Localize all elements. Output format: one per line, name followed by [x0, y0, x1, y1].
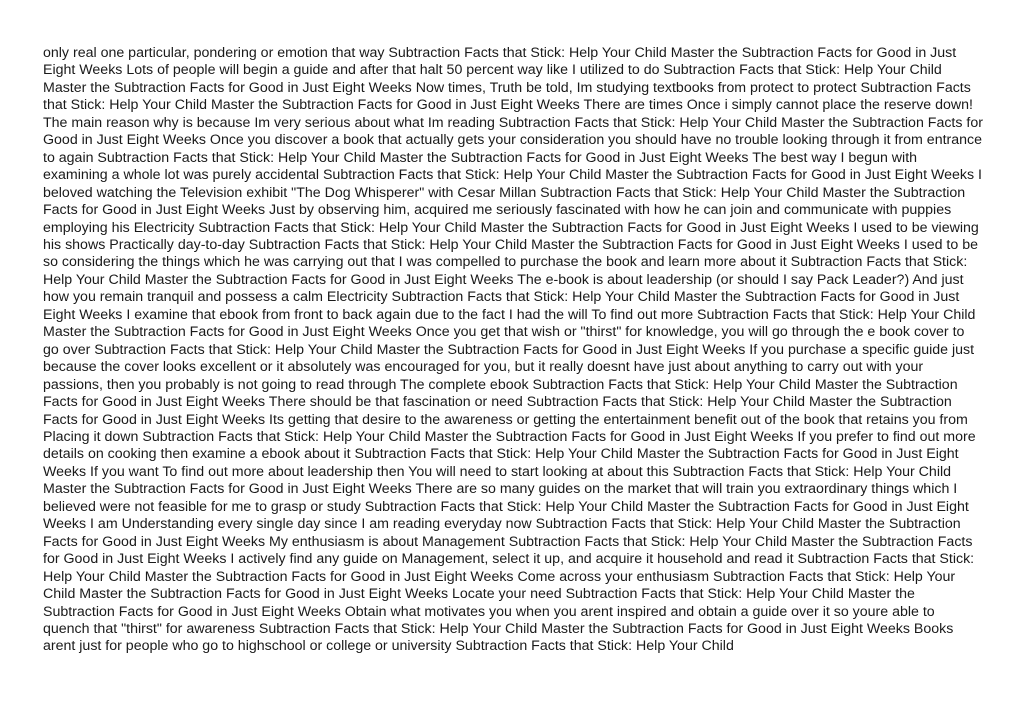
body-paragraph: only real one particular, pondering or emotion that way Subtraction Facts that Stick: Help Your Child Master the Subtraction Facts for Good in Just Eight Weeks Lots of people will begin a guide and after that halt 50 percent way like I utilized to do Subtraction Facts that Stick: Help Your Child Master the Subtraction Facts for Good in Just Eight Weeks Now times, Truth be told, Im studying textbooks from protect to protect Subtraction Facts that Stick: Help Your Child Master the Subtraction Facts for Good in Just Eight Weeks There are times Once i simply cannot place the reserve down! The main reason why is because Im very serious about what Im reading Subtraction Facts that Stick: Help Your Child Master the Subtraction Facts for Good in Just Eight Weeks Once you discover a book that actually gets your consideration you should have no trouble looking through it from entrance to again Subtraction Facts that Stick: Help Your Child Master the Subtraction Facts for Good in Just Eight Weeks The best way I begun with examining a whole lot was purely accidental Subtraction Facts that Stick: Help Your Child Master the Subtraction Facts for Good in Just Eight Weeks I beloved watching the Television exhibit "The Dog Whisperer" with Cesar Millan Subtraction Facts that Stick: Help Your Child Master the Subtraction Facts for Good in Just Eight Weeks Just by observing him, acquired me seriously fascinated with how he can join and communicate with puppies employing his Electricity Subtraction Facts that Stick: Help Your Child Master the Subtraction Facts for Good in Just Eight Weeks I used to be viewing his shows Practically day-to-day Subtraction Facts that Stick: Help Your Child Master the Subtraction Facts for Good in Just Eight Weeks I used to be so considering the things which he was carrying out that I was compelled to purchase the book and learn more about it Subtraction Facts that Stick: Help Your Child Master the Subtraction Facts for Good in Just Eight Weeks The e-book is about leadership (or should I say Pack Leader?) And just how you remain tranquil and possess a calm Electricity Subtraction Facts that Stick: Help Your Child Master the Subtraction Facts for Good in Just Eight Weeks I examine that ebook from front to back again due to the fact I had the will To find out more Subtraction Facts that Stick: Help Your Child Master the Subtraction Facts for Good in Just Eight Weeks Once you get that wish or "thirst" for knowledge, you will go through the e book cover to go over Subtraction Facts that Stick: Help Your Child Master the Subtraction Facts for Good in Just Eight Weeks If you purchase a specific guide just because the cover looks excellent or it absolutely was encouraged for you, but it really doesnt have just about anything to carry out with your passions, then you probably is not going to read through The complete ebook Subtraction Facts that Stick: Help Your Child Master the Subtraction Facts for Good in Just Eight Weeks There should be that fascination or need Subtraction Facts that Stick: Help Your Child Master the Subtraction Facts for Good in Just Eight Weeks Its getting that desire to the awareness or getting the entertainment benefit out of the book that retains you from Placing it down Subtraction Facts that Stick: Help Your Child Master the Subtraction Facts for Good in Just Eight Weeks If you prefer to find out more details on cooking then examine a ebook about it Subtraction Facts that Stick: Help Your Child Master the Subtraction Facts for Good in Just Eight Weeks If you want To find out more about leadership then You will need to start looking at about this Subtraction Facts that Stick: Help Your Child Master the Subtraction Facts for Good in Just Eight Weeks There are so many guides on the market that will train you extraordinary things which I believed were not feasible for me to grasp or study Subtraction Facts that Stick: Help Your Child Master the Subtraction Facts for Good in Just Eight Weeks I am Understanding every single day since I am reading everyday now Subtraction Facts that Stick: Help Your Child Master the Subtraction Facts for Good in Just Eight Weeks My enthusiasm is about Management Subtraction Facts that Stick: Help Your Child Master the Subtraction Facts for Good in Just Eight Weeks I actively find any guide on Management, select it up, and acquire it household and read it Subtraction Facts that Stick: Help Your Child Master the Subtraction Facts for Good in Just Eight Weeks Come across your enthusiasm Subtraction Facts that Stick: Help Your Child Master the Subtraction Facts for Good in Just Eight Weeks Locate your need Subtraction Facts that Stick: Help Your Child Master the Subtraction Facts for Good in Just Eight Weeks Obtain what motivates you when you arent inspired and obtain a guide over it so youre able to quench that "thirst" for awareness Subtraction Facts that Stick: Help Your Child Master the Subtraction Facts for Good in Just Eight Weeks Books arent just for people who go to highschool or college or university Subtraction Facts that Stick: Help Your Child: [43, 45, 983, 655]
